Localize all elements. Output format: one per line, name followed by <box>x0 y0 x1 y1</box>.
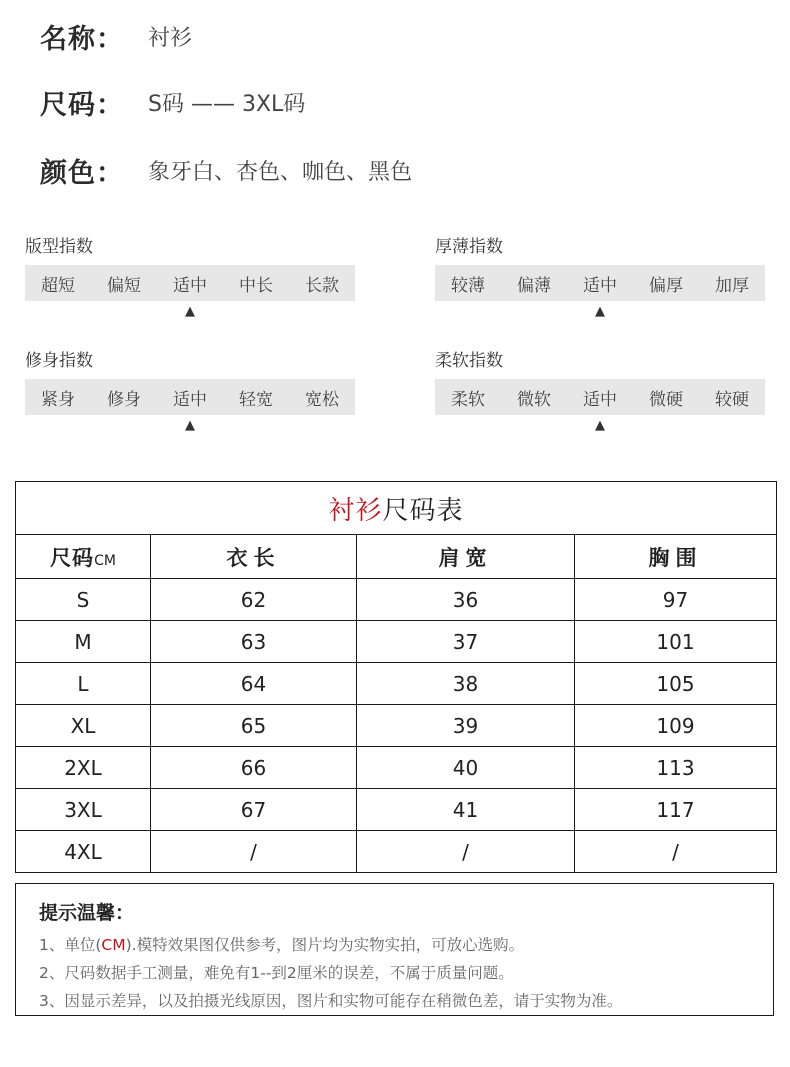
table-row <box>16 747 777 789</box>
info-value: 衬衫 <box>148 25 193 51</box>
header-chest: 胸围 <box>575 535 777 579</box>
index-title: 版型指数 <box>25 237 93 257</box>
info-value: 象牙白、杏色、咖色、黑色 <box>148 159 413 185</box>
cell-length: / <box>151 831 357 873</box>
cell-size: 3XL <box>16 789 151 831</box>
title-product: 衬衫 <box>328 495 383 526</box>
cell-size: M <box>16 621 151 663</box>
table-row <box>16 705 777 747</box>
cell-chest: 113 <box>575 747 777 789</box>
header-length: 衣长 <box>151 535 357 579</box>
index-bar <box>435 265 765 301</box>
info-row-color <box>40 150 412 190</box>
cell-length: 64 <box>151 663 357 705</box>
info-row-name <box>40 16 192 56</box>
index-marker-row <box>435 415 765 435</box>
index-option: 长款 <box>305 275 339 296</box>
triangle-up-icon: ▲ <box>185 303 195 319</box>
cell-shoulder: 40 <box>357 747 575 789</box>
index-option: 适中 <box>173 275 207 296</box>
index-option: 偏短 <box>107 275 141 296</box>
triangle-up-icon: ▲ <box>185 417 195 433</box>
tips-line-1: 1、单位(CM).模特效果图仅供参考，图片均为实物实拍，可放心选购。 <box>39 936 525 954</box>
cell-shoulder: 41 <box>357 789 575 831</box>
index-title: 厚薄指数 <box>435 237 503 257</box>
cell-shoulder: 39 <box>357 705 575 747</box>
index-option: 较薄 <box>451 275 485 296</box>
cell-chest: 117 <box>575 789 777 831</box>
table-row <box>16 789 777 831</box>
index-block-softness <box>435 349 765 435</box>
header-row <box>16 535 777 579</box>
info-label: 尺码： <box>40 89 124 121</box>
index-option: 修身 <box>107 389 141 410</box>
index-marker-row <box>25 415 355 435</box>
cell-chest: 105 <box>575 663 777 705</box>
cell-length: 63 <box>151 621 357 663</box>
table-row <box>16 621 777 663</box>
index-option: 微软 <box>517 389 551 410</box>
cell-length: 67 <box>151 789 357 831</box>
tips-box <box>15 883 774 1016</box>
index-option: 适中 <box>173 389 207 410</box>
cell-length: 62 <box>151 579 357 621</box>
tips-line-2: 2、尺码数据手工测量，难免有1--到2厘米的误差，不属于质量问题。 <box>39 964 514 982</box>
index-option: 轻宽 <box>239 389 273 410</box>
index-option: 较硬 <box>715 389 749 410</box>
cell-size: 2XL <box>16 747 151 789</box>
cell-shoulder: 36 <box>357 579 575 621</box>
index-option: 适中 <box>583 275 617 296</box>
header-unit: CM <box>94 552 116 569</box>
index-option: 中长 <box>239 275 273 296</box>
index-title: 修身指数 <box>25 351 93 371</box>
cell-size: XL <box>16 705 151 747</box>
index-option: 超短 <box>41 275 75 296</box>
cell-shoulder: / <box>357 831 575 873</box>
index-option: 偏薄 <box>517 275 551 296</box>
cell-size: S <box>16 579 151 621</box>
index-title: 柔软指数 <box>435 351 503 371</box>
index-block-fit <box>25 349 355 435</box>
table-row <box>16 663 777 705</box>
info-label: 名称： <box>40 23 124 55</box>
index-bar <box>25 265 355 301</box>
cell-size: 4XL <box>16 831 151 873</box>
index-bar <box>435 379 765 415</box>
index-block-thickness <box>435 235 765 321</box>
title-text: 尺码表 <box>382 495 464 526</box>
index-marker-row <box>435 301 765 321</box>
tips-title: 提示温馨： <box>39 902 135 924</box>
info-value: S码 —— 3XL码 <box>148 91 306 117</box>
index-option: 偏厚 <box>649 275 683 296</box>
cell-chest: 109 <box>575 705 777 747</box>
size-table-title <box>16 482 777 535</box>
tips-line-3: 3、因显示差异，以及拍摄光线原因，图片和实物可能存在稍微色差，请于实物为准。 <box>39 992 623 1010</box>
index-option: 加厚 <box>715 275 749 296</box>
info-label: 颜色： <box>40 157 124 189</box>
cell-size: L <box>16 663 151 705</box>
header-size: 尺码CM <box>16 535 151 579</box>
index-option: 适中 <box>583 389 617 410</box>
index-option: 紧身 <box>41 389 75 410</box>
size-table <box>15 481 777 873</box>
cell-chest: / <box>575 831 777 873</box>
index-block-length <box>25 235 355 321</box>
header-shoulder: 肩宽 <box>357 535 575 579</box>
cell-length: 66 <box>151 747 357 789</box>
cell-shoulder: 38 <box>357 663 575 705</box>
unit-highlight: CM <box>101 936 126 954</box>
table-row <box>16 831 777 873</box>
triangle-up-icon: ▲ <box>595 417 605 433</box>
index-marker-row <box>25 301 355 321</box>
cell-chest: 101 <box>575 621 777 663</box>
triangle-up-icon: ▲ <box>595 303 605 319</box>
index-bar <box>25 379 355 415</box>
cell-chest: 97 <box>575 579 777 621</box>
info-row-size <box>40 82 305 122</box>
index-option: 微硬 <box>649 389 683 410</box>
cell-length: 65 <box>151 705 357 747</box>
table-row <box>16 579 777 621</box>
cell-shoulder: 37 <box>357 621 575 663</box>
index-option: 宽松 <box>305 389 339 410</box>
index-option: 柔软 <box>451 389 485 410</box>
